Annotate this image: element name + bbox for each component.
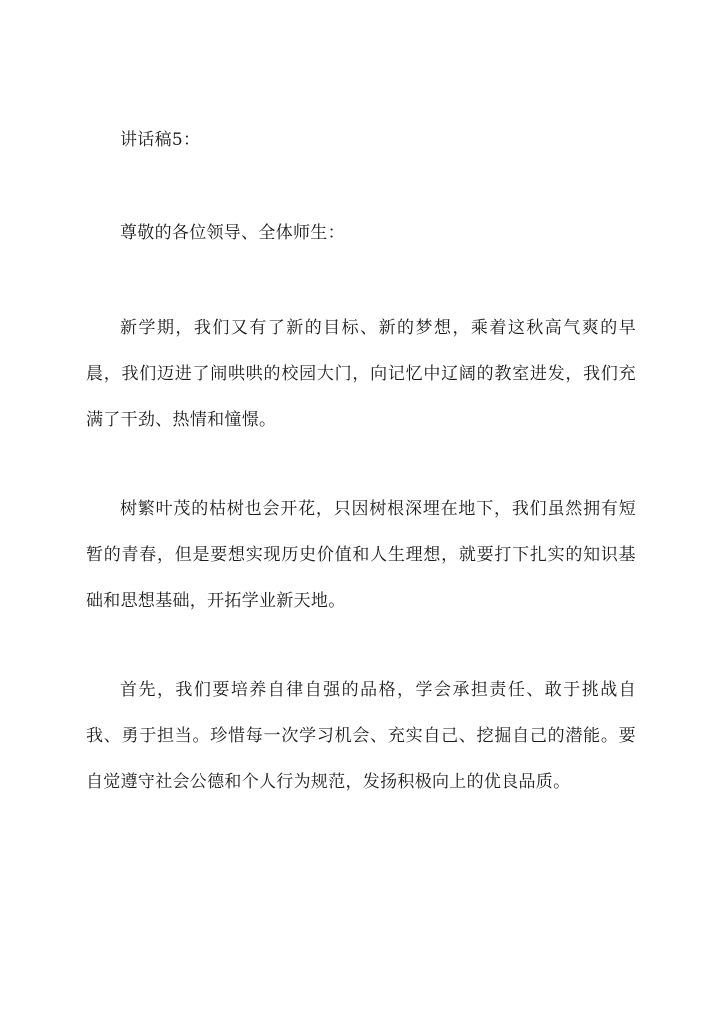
greeting-line: 尊敬的各位领导、全体师生：: [120, 223, 345, 243]
body-paragraph: 首先，我们要培养自律自强的品格，学会承担责任、敢于挑战自我、勇于担当。珍惜每一次学习机会、充实自己、挖掘自己的潜能。要自觉遵守社会公德和个人行为规范，发扬积极向上的优良品质。: [86, 680, 636, 792]
speech-title: 讲话稿5：: [120, 130, 201, 150]
body-paragraph: 树繁叶茂的枯树也会开花，只因树根深埋在地下，我们虽然拥有短暂的青春，但是要想实现历史价值和人生理想，就要打下扎实的知识基础和思想基础，开拓学业新天地。: [86, 499, 636, 611]
body-paragraph: 新学期，我们又有了新的目标、新的梦想，乘着这秋高气爽的早晨，我们迈进了闹哄哄的校园大门，向记忆中辽阔的教室进发，我们充满了干劲、热情和憧憬。: [86, 318, 636, 430]
